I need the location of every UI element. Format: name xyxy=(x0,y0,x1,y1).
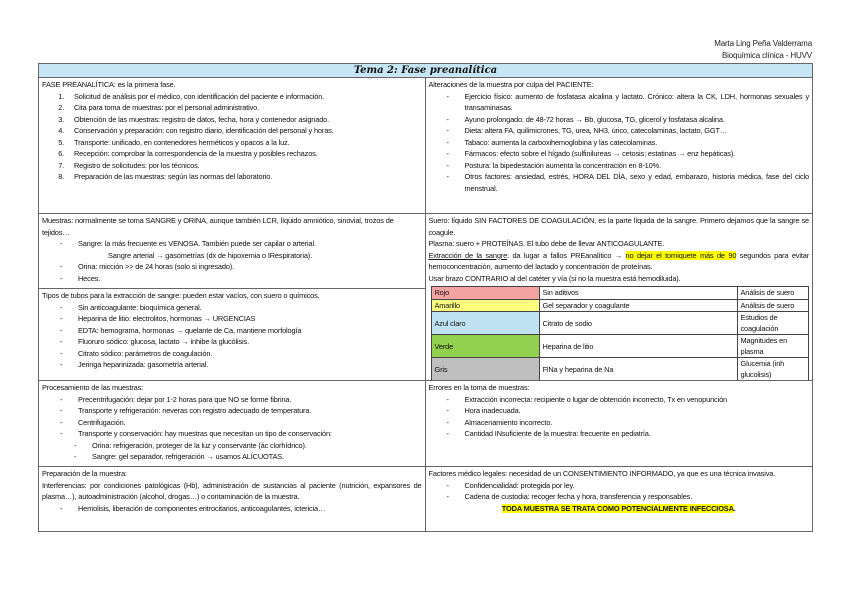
tube-color: Verde xyxy=(431,335,539,358)
infection-warning: TODA MUESTRA SE TRATA COMO POTENCIALMENTE INFECCIOSA. xyxy=(501,503,736,513)
list-item: - Extracción incorrecta: recipiente o lugar de obtención incorrecto, Tx en venopunción xyxy=(447,394,810,406)
tube-row xyxy=(431,312,808,335)
step: 7. Registro de solicitudes: por los técnicos. xyxy=(66,160,422,172)
step: 6. Recepción: comprobar la correspondencia de la muestra y posibles rechazos. xyxy=(66,148,422,160)
list-item: - Citrato sódico: parámetros de coagulación. xyxy=(60,348,422,360)
page-title: Tema 2: Fase preanalítica xyxy=(39,64,812,78)
alteraciones-cell xyxy=(426,78,813,214)
tube-additive: Gel separador y coagulante xyxy=(539,299,737,312)
fase-intro: FASE PREANALÍTICA: es la primera fase. xyxy=(42,80,176,89)
list-item: - Orina: refrigeración, proteger de la luz y conservante (ác clorhídrico). xyxy=(74,440,422,452)
list-item: - Centrifugación. xyxy=(60,417,422,429)
tubos-cell xyxy=(39,289,425,381)
extraccion-highlight: no dejar el torniquete más de 90 xyxy=(625,250,737,260)
tube-row xyxy=(431,299,808,312)
step: 1. Solicitud de análisis por el médico, con identificación del paciente e información. xyxy=(66,91,422,103)
alteraciones-intro: Alteraciones de la muestra por culpa del PACIENTE: xyxy=(428,80,594,89)
list-item: - Ejercicio físico: aumento de fosfatasa alcalina y lactato. Crónico: altera la CK, LDH, hormonas sexuales y transaminasas. xyxy=(447,91,810,114)
errores-list xyxy=(429,394,810,440)
tube-use: Análisis de suero xyxy=(737,287,808,300)
list-item: - Heparina de litio: electrolitos, hormonas → URGENCIAS xyxy=(60,313,422,325)
suero-text: Suero: líquido SIN FACTORES DE COAGULACIÓN, es la parte líquida de la sangre. Primero dejamos que la sangre se coagule. xyxy=(428,216,809,237)
suero-cell xyxy=(426,214,813,381)
list-item: - Heces. xyxy=(60,273,422,285)
list-item: - EDTA: hemograma, hormonas → quelante de Ca, mantiene morfología xyxy=(60,325,422,337)
right-column xyxy=(426,78,813,531)
tube-row xyxy=(431,335,808,358)
tubos-list xyxy=(42,302,422,371)
tube-color: Azul claro xyxy=(431,312,539,335)
step: 8. Preparación de las muestras: según las normas del laboratorio. xyxy=(66,171,422,183)
arterial-note: Sangre arterial → gasometrías (dx de hipoxemia o IRespiratoria). xyxy=(108,250,313,260)
list-item: - Jeringa heparinizada: gasometría arterial. xyxy=(60,359,422,371)
list-item: - Precentrifugación: dejar por 1-2 horas para que NO se forme fibrina. xyxy=(60,394,422,406)
step: 3. Obtención de las muestras: registro de datos, fecha, hora y contenedor asignado. xyxy=(66,114,422,126)
list-item: - Fármacos: efecto sobre el hígado (sulfinilureas → cetosis; estatinas → enz hepáticas). xyxy=(447,148,810,160)
extraccion-rest: segundos para evitar hemoconcentración, aumento del lactado y concentración de proteínas. xyxy=(428,250,810,271)
list-item: - Otros factores: ansiedad, estrés, HORA DEL DÍA, sexo y edad, embarazo, historia médica, fase del ciclo menstrual. xyxy=(447,171,810,194)
extraccion-label: Extracción de la sangre xyxy=(428,250,508,260)
tube-use: Análisis de suero xyxy=(737,299,808,312)
tube-use: Glucemia (inh glucolisis) xyxy=(737,358,808,381)
legales-cell xyxy=(426,467,813,531)
brazo-text: Usar brazo CONTRARIO al del catéter y vía (si no la muestra está hemodiluida). xyxy=(428,273,681,283)
left-column xyxy=(39,78,426,531)
tube-row xyxy=(431,287,808,300)
procesamiento-cell xyxy=(39,381,425,467)
muestras-cell xyxy=(39,214,425,289)
list-item: - Transporte y conservación: hay muestras que necesitan un tipo de conservación: xyxy=(60,428,422,440)
list-item: - Confidencialidad: protegida por ley. xyxy=(447,480,810,492)
author-name: Marta Ling Peña Valderrama xyxy=(714,39,812,48)
course-name: Bioquímica clínica - HUVV xyxy=(721,51,812,60)
tube-colors-table xyxy=(431,286,809,381)
muestras-intro: Muestras: normalmente se toma SANGRE y ORINA, aunque también LCR, líquido amniótico, sinovial, trozos de tejidos… xyxy=(42,216,394,237)
extraccion-text: : da lugar a fallos PREanalítico → xyxy=(507,250,626,260)
procesamiento-list xyxy=(42,394,422,463)
legales-list xyxy=(429,480,810,503)
fase-preanalitica-cell xyxy=(39,78,425,214)
list-item: - Almacenamiento incorrecto. xyxy=(447,417,810,429)
list-item: - Fluoruro sódico: glucosa, lactato → inhibe la glucólisis. xyxy=(60,336,422,348)
list-item: - Tabaco: aumenta la carboxihemoglobina y las catecolaminas. xyxy=(447,137,810,149)
tube-color: Amarillo xyxy=(431,299,539,312)
tubos-intro: Tipos de tubos para la extracción de sangre: pueden estar vacíos, con suero o químicos. xyxy=(42,291,320,300)
step: 4. Conservación y preparación: con registro diario, identificación del personal y horas. xyxy=(66,125,422,137)
plasma-text: Plasma: suero + PROTEÍNAS. El tubo debe de llevar ANTICOAGULANTE. xyxy=(428,239,665,248)
sub-list xyxy=(60,440,422,463)
tube-use: Estudios de coagulación xyxy=(737,312,808,335)
tube-additive: Citrato de sodio xyxy=(539,312,737,335)
preparacion-cell xyxy=(39,467,425,531)
errores-cell xyxy=(426,381,813,467)
list-item: - Dieta: altera FA, quilimicrones, TG, urea, NH3, úrico, catecolaminas, lactato, GGT… xyxy=(447,125,810,137)
tube-additive: FlNa y heparina de Na xyxy=(539,358,737,381)
list-item: - Cantidad INsuficiente de la muestra: frecuente en pediatría. xyxy=(447,428,810,440)
tube-additive: Sin aditivos xyxy=(539,287,737,300)
tube-color: Gris xyxy=(431,358,539,381)
tube-color: Rojo xyxy=(431,287,539,300)
steps-list xyxy=(42,91,422,183)
warning-text: TODA MUESTRA SE TRATA COMO POTENCIALMENTE INFECCIOSA xyxy=(501,503,734,513)
muestras-list xyxy=(42,238,422,250)
interferencias-text: Interferencias: por condiciones patológicas (Hb), administración de sustancias al paciente (nutrición, expansores de plasma…), autoadministración (alcohol, drogas…) o contaminación de la muestra. xyxy=(42,480,422,501)
tube-additive: Heparina de litio xyxy=(539,335,737,358)
preparacion-list xyxy=(42,503,422,515)
alteraciones-list xyxy=(429,91,810,195)
list-item: - Orina: micción >> de 24 horas (solo si ingresado). xyxy=(60,261,422,273)
muestras-list-2 xyxy=(42,261,422,284)
list-item: - Hora inadecuada. xyxy=(447,405,810,417)
list-item: - Transporte y refrigeración: neveras con registro adecuado de temperatura. xyxy=(60,405,422,417)
list-item: - Ayuno prolongado: de 48-72 horas → Bb, glucosa, TG, glicerol y fosfatasa alcalina. xyxy=(447,114,810,126)
extraccion-paragraph xyxy=(429,250,810,273)
preparacion-intro: Preparación de la muestra: xyxy=(42,469,127,478)
step: 5. Transporte: unificado, en contenedores herméticos y opacos a la luz. xyxy=(66,137,422,149)
summary-table xyxy=(38,63,813,532)
list-item: - Cadena de custodia: recoger fecha y hora, transferencia y responsables. xyxy=(447,491,810,503)
tube-use: Magnitudes en plasma xyxy=(737,335,808,358)
list-item: - Sin anticoagulante: bioquímica general. xyxy=(60,302,422,314)
step: 2. Cita para toma de muestras: por el personal administrativo. xyxy=(66,102,422,114)
tube-row xyxy=(431,358,808,381)
errores-intro: Errores en la toma de muestras: xyxy=(428,383,530,392)
author-block xyxy=(714,38,812,62)
list-item: - Sangre: gel separador, refrigeración → usamos ALÍCUOTAS. xyxy=(74,451,422,463)
list-item: - Postura: la bipedestación aumenta la concentración en 8-10%. xyxy=(447,160,810,172)
legales-intro: Factores médico legales: necesidad de un CONSENTIMIENTO INFORMADO, ya que es una técnica invasiva. xyxy=(428,469,776,478)
list-item: - Sangre: la más frecuente es VENOSA. También puede ser capilar o arterial. xyxy=(60,238,422,250)
list-item: - Hemolisis, liberación de componentes eritrocitarios, anticoagulantes, ictericia… xyxy=(60,503,422,515)
procesamiento-intro: Procesamiento de las muestras: xyxy=(42,383,144,392)
